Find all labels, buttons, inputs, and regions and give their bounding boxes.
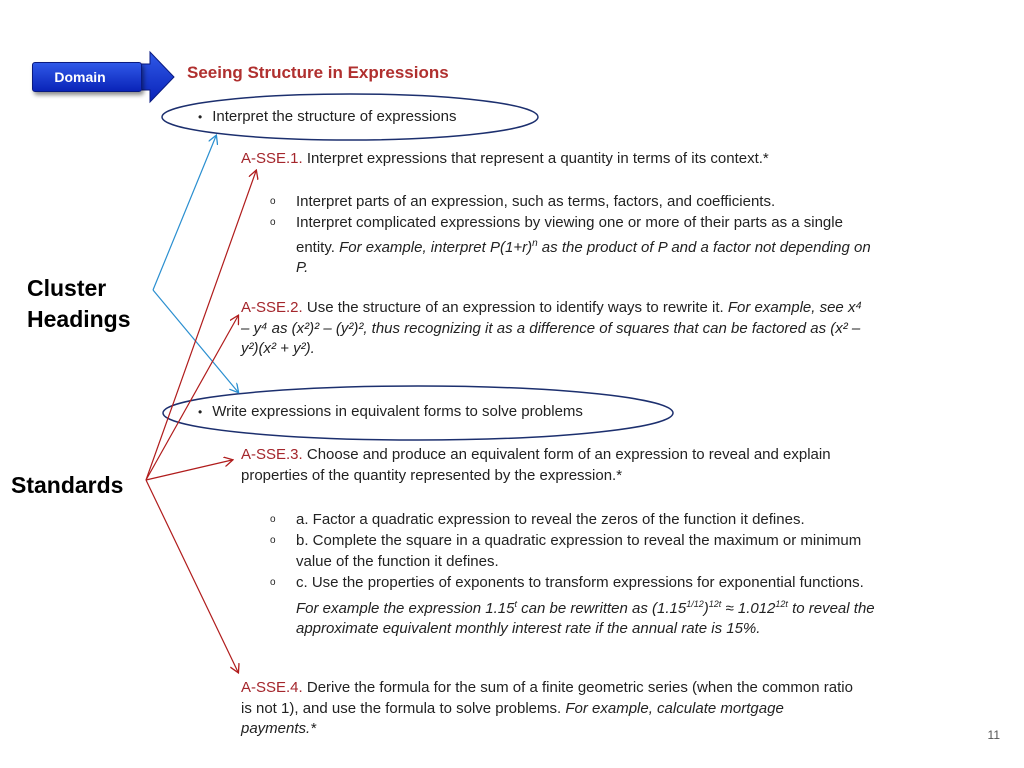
circle-bullet-icon: o — [270, 535, 276, 546]
standard-id: A-SSE.3. — [241, 446, 303, 463]
example-text: to reveal the approximate equivalent monthly interest rate if the annual rate is 15%. — [296, 599, 875, 637]
standard-text: Interpret expressions that represent a quantity in terms of its context.* — [302, 150, 769, 167]
bullet-icon: • — [198, 110, 203, 124]
example-text: can be rewritten as (1.15 — [516, 599, 687, 617]
cluster-2-ellipse — [163, 386, 673, 440]
superscript: n — [532, 237, 538, 249]
example-text: For example, calculate mortgage payments.* — [241, 699, 784, 737]
superscript: t — [514, 598, 517, 609]
superscript: 12t — [708, 598, 722, 609]
standard-id: A-SSE.4. — [241, 679, 303, 696]
circle-bullet-icon: o — [270, 217, 276, 228]
circle-bullet-icon: o — [270, 196, 276, 207]
domain-badge-label: Domain — [54, 69, 106, 85]
cluster-1-ellipse — [162, 94, 538, 140]
example-text: For example the expression 1.15 — [296, 599, 515, 617]
standard-text: Derive the formula for the sum of a finite geometric series (when the common ratio is not 1), and use the formula to solve problems. — [241, 679, 853, 717]
standard-arrow-sse2 — [146, 316, 238, 480]
page-number: 11 — [987, 728, 1000, 742]
domain-title: Seeing Structure in Expressions — [187, 63, 449, 82]
standard-text: Use the structure of an expression to identify ways to rewrite it. — [302, 299, 728, 316]
superscript: 12t — [775, 598, 788, 609]
example-text: For example, interpret P(1+r) — [339, 238, 533, 256]
cluster-heading-text: Interpret the structure of expressions — [212, 108, 457, 125]
standard-id: A-SSE.1. — [241, 150, 303, 167]
example-text: ≈ 1.012 — [721, 599, 776, 617]
example-text: ) — [703, 599, 709, 617]
standard-text: Choose and produce an equivalent form of an expression to reveal and explain properties of the quantity represented by the expression.* — [241, 446, 831, 484]
bullet-icon: • — [198, 405, 203, 419]
substandard-text: a. Factor a quadratic expression to reveal the zeros of the function it defines. — [296, 511, 805, 528]
cluster-arrow-up — [153, 136, 216, 290]
standard-arrow-sse3 — [146, 460, 232, 480]
standard-arrow-sse1 — [146, 171, 256, 480]
substandard-text: Interpret parts of an expression, such as terms, factors, and coefficients. — [296, 193, 776, 210]
standard-id: A-SSE.2. — [241, 299, 303, 316]
example-text: For example, see x⁴ – y⁴ as (x²)² – (y²)², thus recognizing it as a difference of squares that can be factored as (x² – y²)(x² + y²). — [241, 299, 862, 357]
label-line: Headings — [27, 306, 131, 332]
cluster-heading-text: Write expressions in equivalent forms to solve problems — [212, 403, 583, 420]
standard-arrow-sse4 — [146, 480, 238, 672]
substandard-text: b. Complete the square in a quadratic expression to reveal the maximum or minimum value of the function it defines. — [296, 532, 862, 570]
circle-bullet-icon: o — [270, 514, 276, 525]
substandard-text: c. Use the properties of exponents to transform expressions for exponential functions. — [296, 574, 864, 591]
example-text: as the product of P and a factor not depending on P. — [296, 238, 871, 276]
superscript: 1/12 — [686, 598, 704, 609]
standards-label: Standards — [11, 472, 124, 498]
substandard-text: Interpret complicated expressions by viewing one or more of their parts as a single entity. — [296, 214, 843, 256]
circle-bullet-icon: o — [270, 577, 276, 588]
label-line: Cluster — [27, 275, 107, 301]
